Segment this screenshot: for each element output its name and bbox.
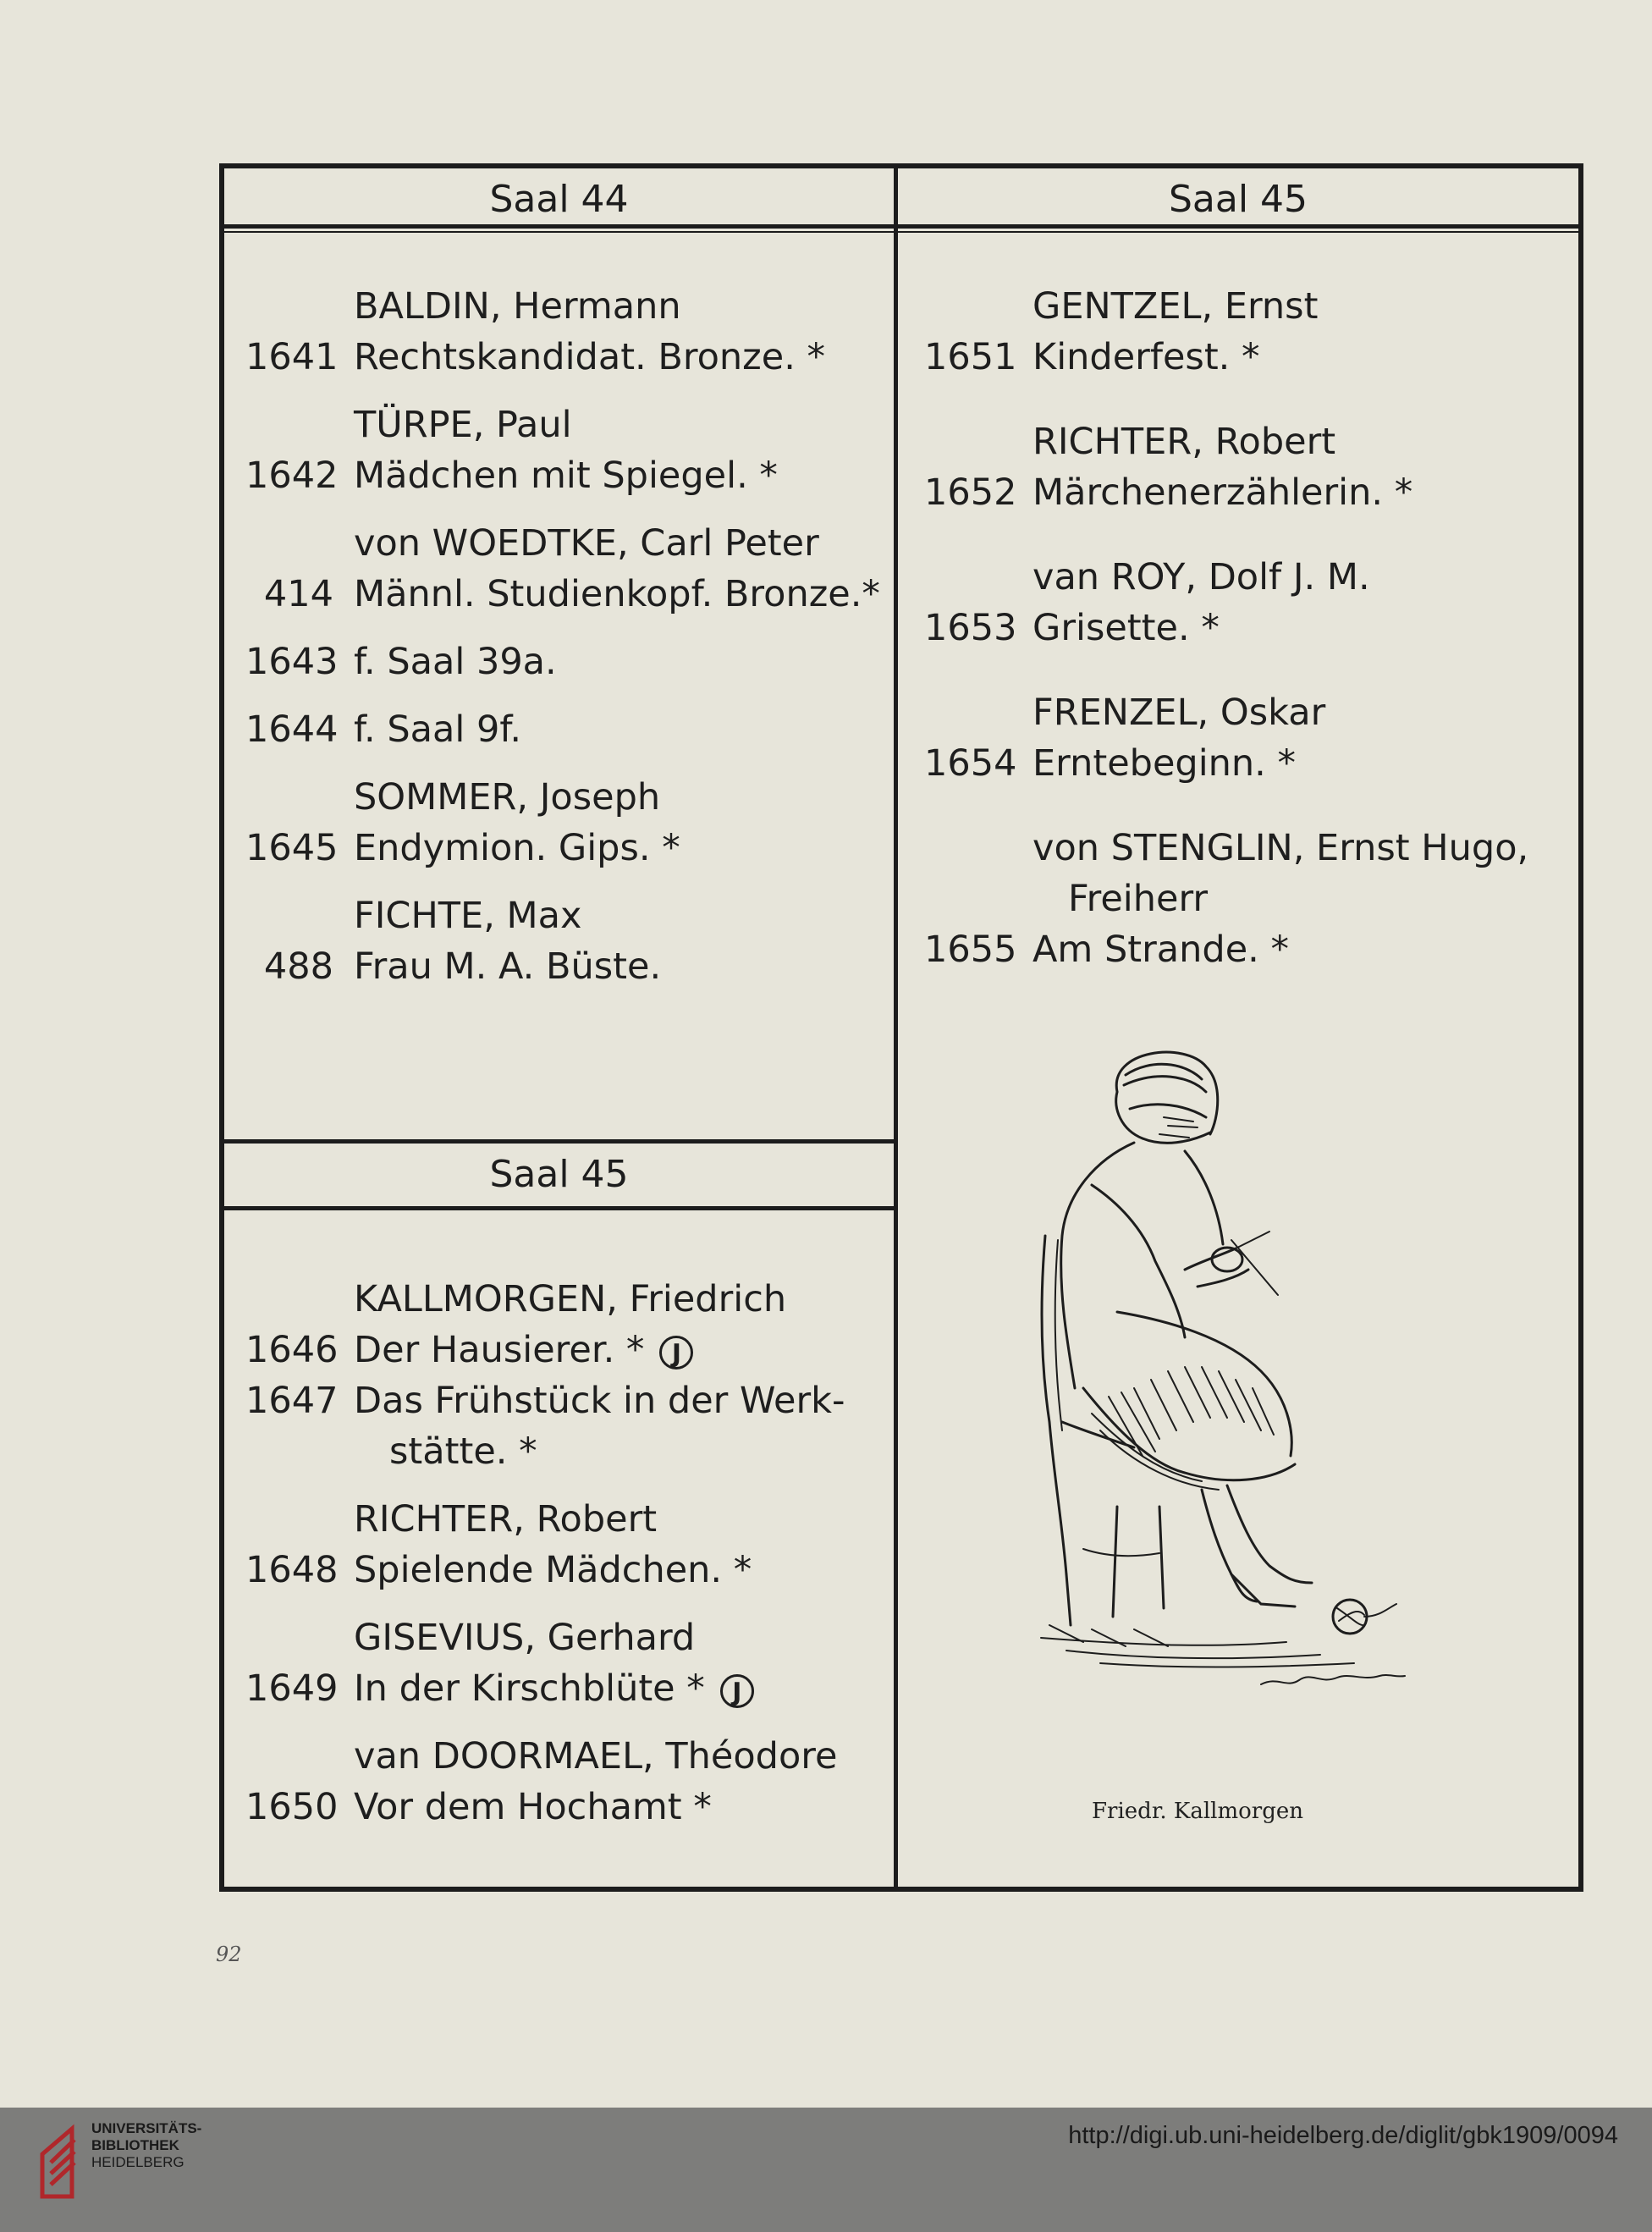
catalog-number: 1655: [924, 929, 1017, 971]
work-title: Erntebeginn. *: [1032, 742, 1296, 785]
artist-name: TÜRPE, Paul: [354, 404, 572, 446]
catalog-entry-continuation: [245, 1426, 889, 1477]
catalog-number: 1642: [245, 455, 339, 497]
catalog-number: 1652: [924, 471, 1017, 514]
work-title: Vor dem Hochamt *: [354, 1786, 712, 1828]
catalog-entry: [245, 941, 889, 992]
artist-name: van DOORMAEL, Théodore: [354, 1735, 838, 1777]
catalog-entry: [245, 704, 889, 755]
artist-name-continuation: Freiherr: [1068, 878, 1209, 920]
saal-45-header: Saal 45: [1168, 177, 1308, 221]
library-name-line-3: HEIDELBERG: [91, 2154, 184, 2170]
catalog-number: 1653: [924, 607, 1017, 649]
catalog-entry: [924, 332, 1576, 383]
catalog-entry: [245, 1325, 889, 1375]
artist-name: KALLMORGEN, Friedrich: [354, 1278, 787, 1320]
saal-45-lower-header: Saal 45: [489, 1152, 629, 1196]
catalog-number: 1647: [245, 1380, 339, 1422]
catalog-entry: [245, 637, 889, 687]
work-title: Am Strande. *: [1032, 929, 1289, 971]
catalog-number: 1654: [924, 742, 1017, 785]
catalog-number: 414: [263, 573, 333, 615]
work-title: Spielende Mädchen. *: [354, 1549, 752, 1591]
catalog-entry: [924, 924, 1576, 975]
catalog-number: 1649: [245, 1667, 339, 1710]
library-name-line-2: BIBLIOTHEK: [91, 2137, 179, 2153]
work-title: f. Saal 39a.: [354, 641, 557, 683]
artist-name: FICHTE, Max: [354, 895, 582, 937]
catalog-entry: [245, 823, 889, 874]
work-title: Das Frühstück in der Werk-: [354, 1380, 845, 1422]
saal-44-list: [245, 281, 889, 992]
work-title: Rechtskandidat. Bronze. *: [354, 336, 826, 378]
work-title: Frau M. A. Büste.: [354, 945, 662, 988]
work-title-continuation: stätte. *: [389, 1430, 537, 1473]
knitting-woman-illustration: [1016, 1033, 1413, 1710]
library-name-line-1: UNIVERSITÄTS-: [91, 2120, 202, 2136]
work-title: Kinderfest. *: [1032, 336, 1260, 378]
artist-name: von WOEDTKE, Carl Peter: [354, 522, 819, 565]
catalog-entry: [245, 1782, 889, 1832]
catalog-entry: [245, 450, 889, 501]
work-title: In der Kirschblüte *: [354, 1667, 705, 1710]
catalog-entry: [245, 569, 889, 620]
header-rule-thin: [224, 231, 1578, 233]
catalog-number: 1643: [245, 641, 339, 683]
catalog-number: 1644: [245, 708, 339, 751]
section-rule-bottom: [224, 1206, 894, 1210]
illustration-caption: Friedr. Kallmorgen: [1092, 1799, 1303, 1824]
artist-name: BALDIN, Hermann: [354, 285, 681, 328]
catalog-number: 1641: [245, 336, 339, 378]
column-divider: [894, 168, 898, 1887]
work-title: Männl. Studienkopf. Bronze.*: [354, 573, 880, 615]
saal-44-header: Saal 44: [489, 177, 629, 221]
work-title: Grisette. *: [1032, 607, 1220, 649]
j-mark-icon: J: [659, 1336, 693, 1370]
catalog-entry: [245, 1375, 889, 1426]
catalog-entry: [245, 1545, 889, 1595]
page-number: 92: [216, 1943, 242, 1966]
catalog-number: 1646: [245, 1329, 339, 1371]
work-title: Märchenerzählerin. *: [1032, 471, 1413, 514]
j-mark-icon: J: [720, 1674, 754, 1708]
catalog-entry: [924, 738, 1576, 789]
saal-45-lower-list: [245, 1274, 889, 1832]
work-title: Mädchen mit Spiegel. *: [354, 455, 778, 497]
work-title: Der Hausierer. *: [354, 1329, 645, 1371]
catalog-entry: [245, 1663, 889, 1714]
artist-name: FRENZEL, Oskar: [1032, 692, 1326, 734]
work-title: f. Saal 9f.: [354, 708, 521, 751]
artist-name: RICHTER, Robert: [354, 1498, 658, 1540]
artist-name: SOMMER, Joseph: [354, 776, 661, 818]
artist-name: van ROY, Dolf J. M.: [1032, 556, 1370, 598]
saal-45-list: [924, 281, 1576, 975]
permalink-url[interactable]: http://digi.ub.uni-heidelberg.de/diglit/gbk1909/0094: [1068, 2122, 1618, 2149]
artist-name: von STENGLIN, Ernst Hugo,: [1032, 827, 1529, 869]
catalog-entry: [924, 467, 1576, 518]
artist-name: GISEVIUS, Gerhard: [354, 1617, 696, 1659]
artist-name: RICHTER, Robert: [1032, 421, 1336, 463]
catalog-number: 1648: [245, 1549, 339, 1591]
catalog-number: 488: [263, 945, 333, 988]
catalog-number: 1645: [245, 827, 339, 869]
library-name: [91, 2120, 201, 2171]
catalog-number: 1650: [245, 1786, 339, 1828]
catalog-entry: [245, 332, 889, 383]
catalog-number: 1651: [924, 336, 1017, 378]
catalog-entry: [924, 603, 1576, 653]
artist-name: GENTZEL, Ernst: [1032, 285, 1319, 328]
work-title: Endymion. Gips. *: [354, 827, 680, 869]
